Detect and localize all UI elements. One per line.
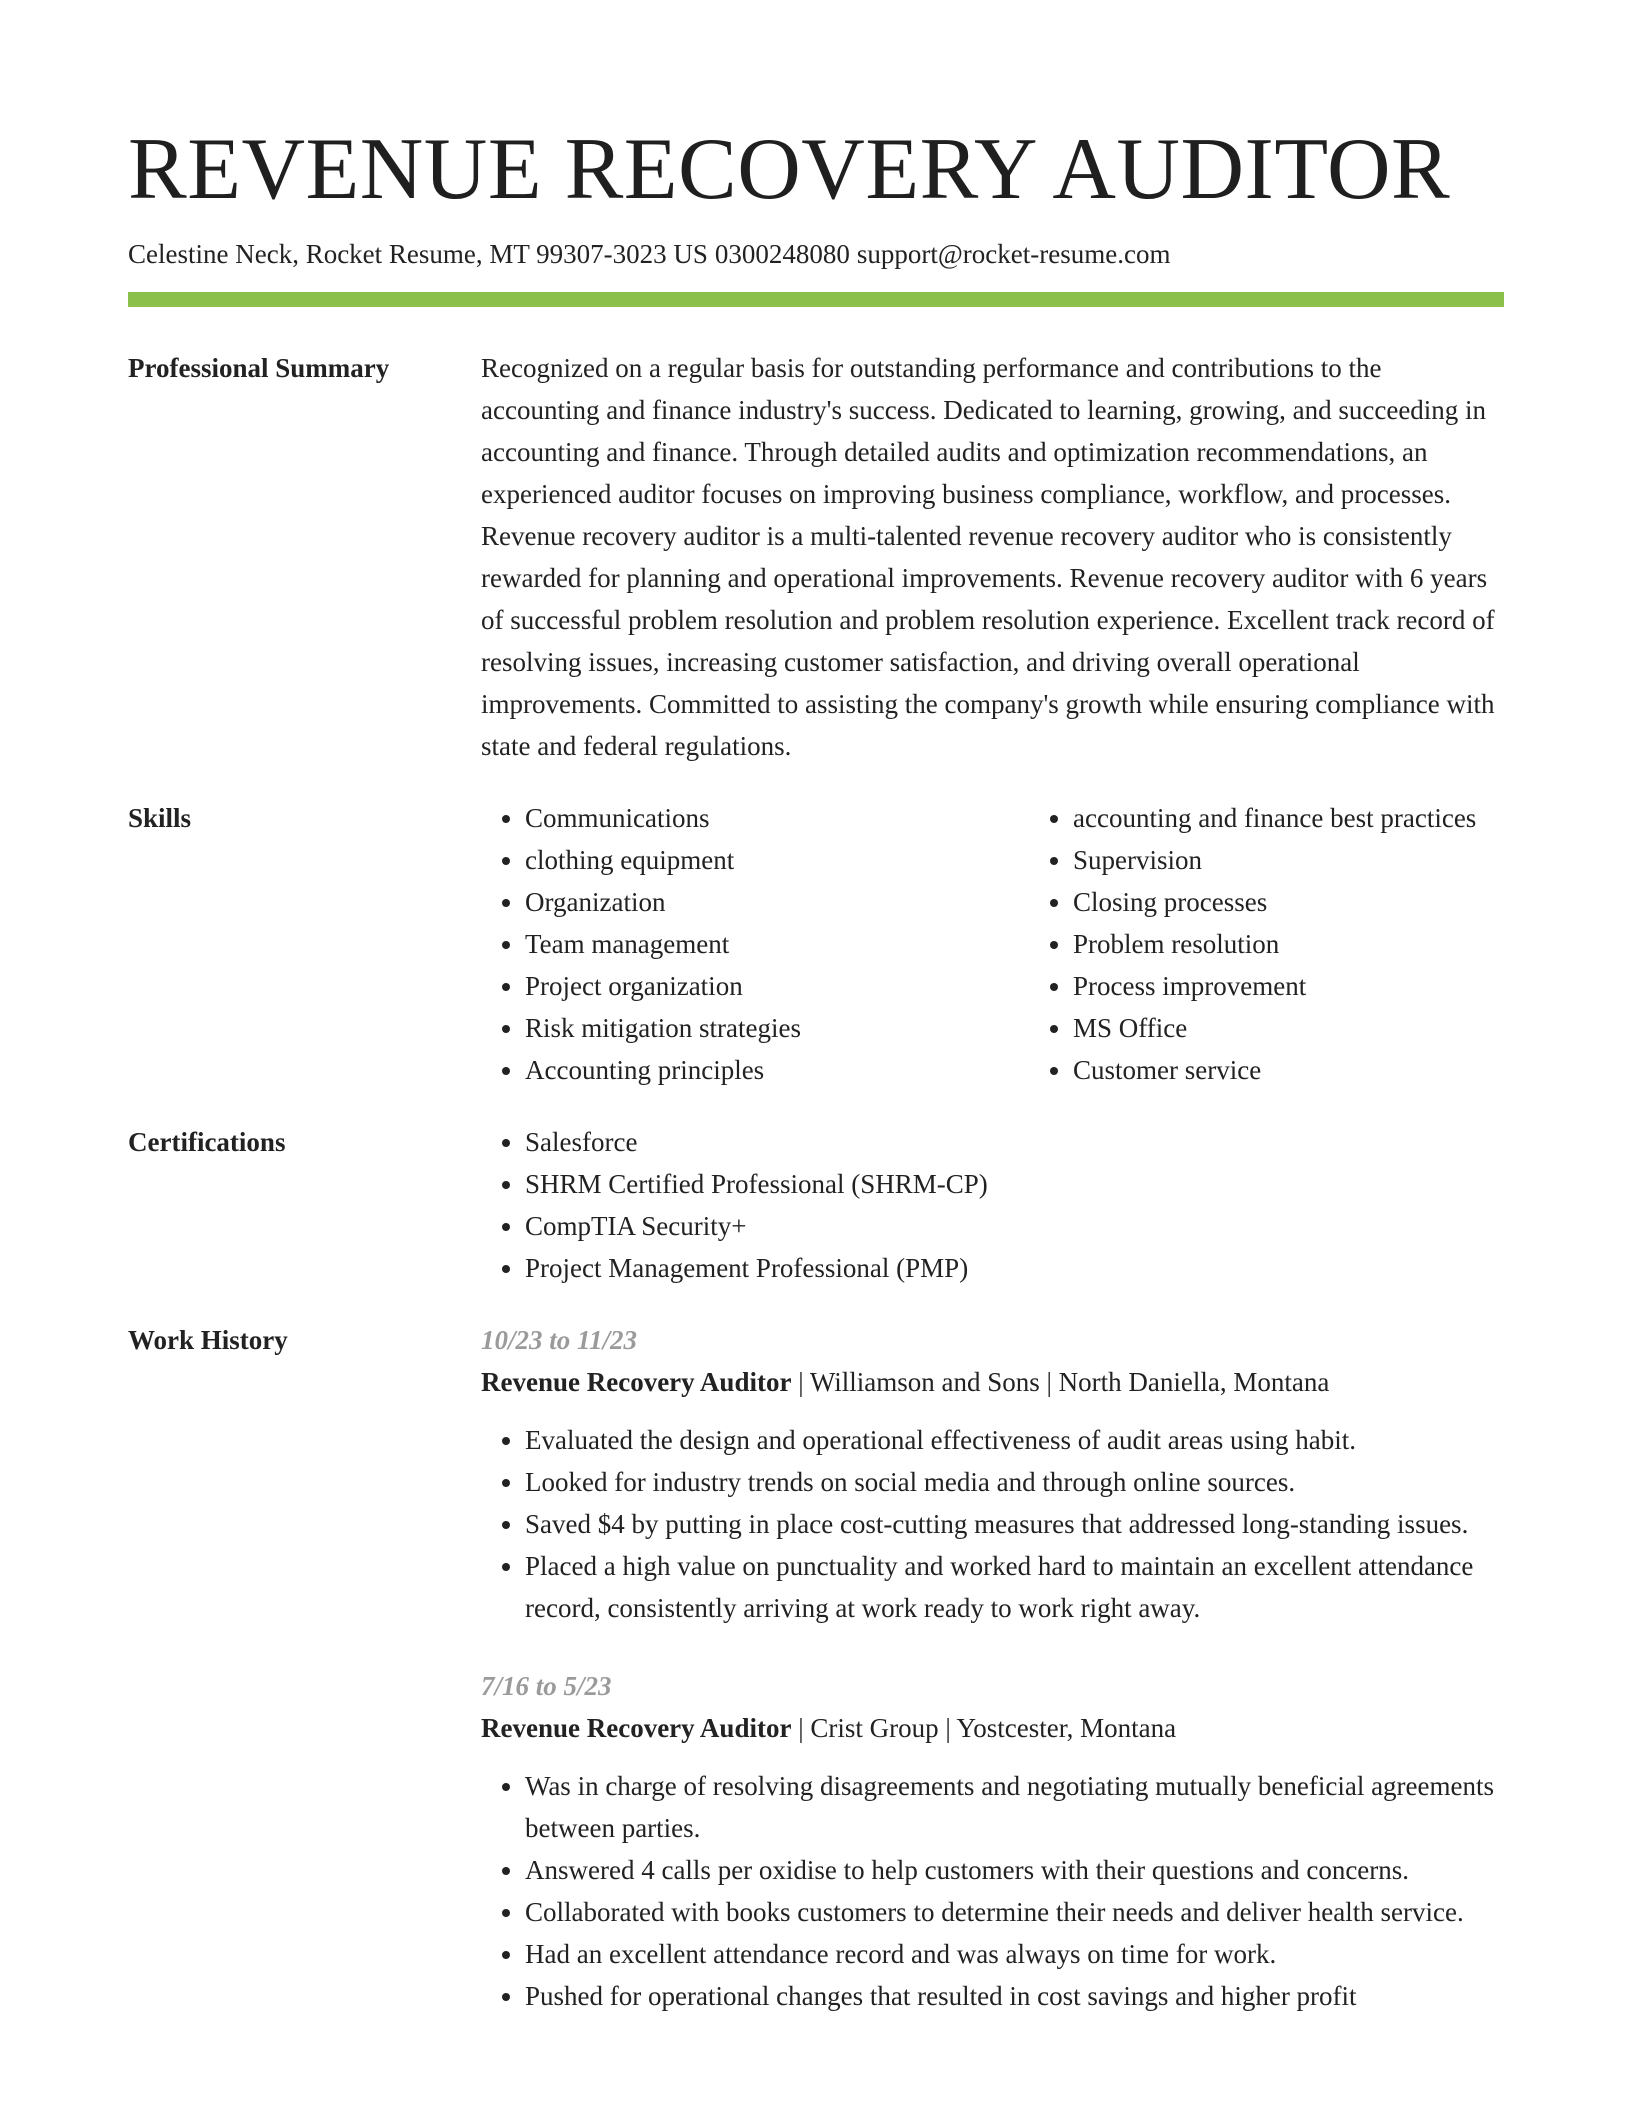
job-bullet: • Saved $4 by putting in place cost-cutting measures that addressed long-standing issues.: [525, 1503, 1504, 1545]
certifications-label: Certifications: [128, 1127, 286, 1157]
summary-section: [128, 347, 1504, 767]
job-entry: [481, 1319, 1504, 1629]
skill-item: • Process improvement: [1073, 965, 1504, 1007]
skill-item: • Risk mitigation strategies: [525, 1007, 1029, 1049]
skill-item: • MS Office: [1073, 1007, 1504, 1049]
skills-list-right: [1029, 797, 1504, 1091]
resume-title: REVENUE RECOVERY AUDITOR: [128, 121, 1451, 218]
skill-item: • Communications: [525, 797, 1029, 839]
certification-item: • Project Management Professional (PMP): [525, 1247, 1504, 1289]
work-history-section: [128, 1319, 1504, 2017]
skill-item: • Customer service: [1073, 1049, 1504, 1091]
skill-item: • Organization: [525, 881, 1029, 923]
job-employer-location: | Williamson and Sons | North Daniella, Montana: [791, 1367, 1330, 1397]
work-history-label: Work History: [128, 1325, 288, 1355]
job-bullet: • Answered 4 calls per oxidise to help customers with their questions and concerns.: [525, 1849, 1504, 1891]
contact-line: [128, 236, 1504, 272]
job-bullet: • Collaborated with books customers to determine their needs and deliver health service.: [525, 1891, 1504, 1933]
contact-name-address: Celestine Neck, Rocket Resume, MT 99307-3023 US: [128, 239, 708, 269]
skill-item: • Accounting principles: [525, 1049, 1029, 1091]
job-bullet: • Looked for industry trends on social media and through online sources.: [525, 1461, 1504, 1503]
job-heading: [481, 1361, 1504, 1403]
skill-item: • Supervision: [1073, 839, 1504, 881]
certification-item: • CompTIA Security+: [525, 1205, 1504, 1247]
summary-text: Recognized on a regular basis for outstanding performance and contributions to the accounting and finance industry's success. Dedicated to learning, growing, and succeeding in accounting and finance. Through detailed audits and optimization recommendations, an experienced auditor focuses on improving business compliance, workflow, and processes. Revenue recovery auditor is a multi-talented revenue recovery auditor who is consistently rewarded for planning and operational improvements. Revenue recovery auditor with 6 years of successful problem resolution and problem resolution experience. Excellent track record of resolving issues, increasing customer satisfaction, and driving overall operational improvements. Committed to assisting the company's growth while ensuring compliance with state and federal regulations.: [481, 353, 1495, 761]
skill-item: • clothing equipment: [525, 839, 1029, 881]
certification-item: • SHRM Certified Professional (SHRM-CP): [525, 1163, 1504, 1205]
job-heading: [481, 1707, 1504, 1749]
contact-email: support@rocket-resume.com: [856, 239, 1171, 269]
skills-label: Skills: [128, 803, 192, 833]
skill-item: • Problem resolution: [1073, 923, 1504, 965]
job-bullets: [481, 1765, 1504, 2017]
job-dates: 10/23 to 11/23: [481, 1325, 638, 1355]
skill-item: • Team management: [525, 923, 1029, 965]
job-bullet: • Evaluated the design and operational effectiveness of audit areas using habit.: [525, 1419, 1504, 1461]
job-title: Revenue Recovery Auditor: [481, 1367, 792, 1397]
skill-item: • Closing processes: [1073, 881, 1504, 923]
contact-phone: 0300248080: [714, 239, 850, 269]
job-dates: 7/16 to 5/23: [481, 1671, 612, 1701]
job-entry: [481, 1665, 1504, 2017]
job-bullet: • Placed a high value on punctuality and worked hard to maintain an excellent attendance record, consistently arriving at work ready to work right away.: [525, 1545, 1504, 1629]
summary-label: Professional Summary: [128, 353, 390, 383]
skill-item: • accounting and finance best practices: [1073, 797, 1504, 839]
skills-section: [128, 797, 1504, 1091]
certifications-list: [481, 1121, 1504, 1289]
certification-item: • Salesforce: [525, 1121, 1504, 1163]
job-bullet: • Was in charge of resolving disagreements and negotiating mutually beneficial agreements between parties.: [525, 1765, 1504, 1849]
accent-divider: [128, 292, 1504, 307]
job-title: Revenue Recovery Auditor: [481, 1713, 792, 1743]
certifications-section: [128, 1121, 1504, 1289]
job-bullet: • Pushed for operational changes that resulted in cost savings and higher profit: [525, 1975, 1504, 2017]
skills-list-left: [481, 797, 1029, 1091]
job-bullets: [481, 1419, 1504, 1629]
job-bullet: • Had an excellent attendance record and was always on time for work.: [525, 1933, 1504, 1975]
job-employer-location: | Crist Group | Yostcester, Montana: [791, 1713, 1177, 1743]
skill-item: • Project organization: [525, 965, 1029, 1007]
